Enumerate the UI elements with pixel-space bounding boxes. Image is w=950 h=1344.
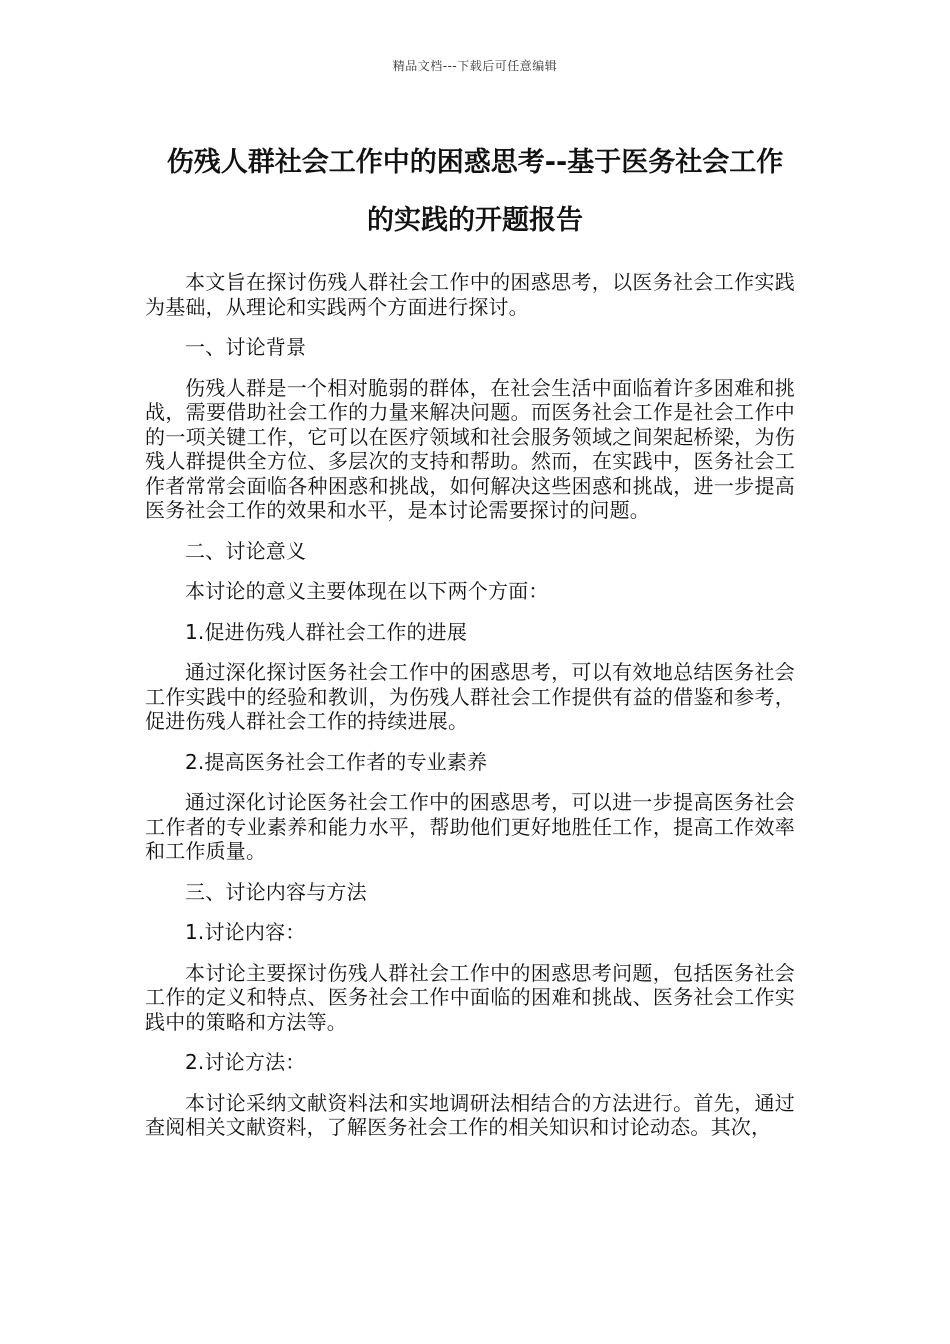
section-heading-background: 一、讨论背景 (185, 335, 307, 359)
subheading-professional: 2.提高医务社会工作者的专业素养 (185, 749, 488, 774)
subheading-content: 1.讨论内容： (185, 920, 306, 944)
professional-paragraph: 通过深化讨论医务社会工作中的困惑思考，可以进一步提高医务社会工作者的专业素养和能力水平，帮助他们更好地胜任工作，提高工作效率和工作质量。 (145, 790, 795, 863)
background-paragraph: 伤残人群是一个相对脆弱的群体，在社会生活中面临着许多困难和挑战，需要借助社会工作的力量来解决问题。而医务社会工作是社会工作中的一项关键工作，它可以在医疗领域和社会服务领域之间架起桥梁，为伤残人群提供全方位、多层次的支持和帮助。然而，在实践中，医务社会工作者常常会面临各种困惑和挑战，如何解决这些困惑和挑战，进一步提高医务社会工作的效果和水平，是本讨论需要探讨的问题。 (145, 375, 795, 522)
document-title (140, 134, 810, 250)
header-note: 精品文档---下载后可任意编辑 (392, 59, 558, 73)
content-paragraph: 本讨论主要探讨伤残人群社会工作中的困惑思考问题，包括医务社会工作的定义和特点、医务社会工作中面临的困难和挑战、医务社会工作实践中的策略和方法等。 (145, 960, 795, 1034)
title-line-2: 的实践的开题报告 (367, 205, 583, 236)
significance-intro: 本讨论的意义主要体现在以下两个方面： (185, 579, 549, 603)
subheading-method: 2.讨论方法： (185, 1050, 306, 1074)
method-paragraph: 本讨论采纳文献资料法和实地调研法相结合的方法进行。首先，通过查阅相关文献资料，了解医务社会工作的相关知识和讨论动态。其次， (145, 1090, 795, 1139)
title-line-1: 伤残人群社会工作中的困惑思考--基于医务社会工作 (166, 147, 784, 178)
subheading-progress: 1.促进伤残人群社会工作的进展 (185, 619, 468, 644)
intro-paragraph: 本文旨在探讨伤残人群社会工作中的困惑思考，以医务社会工作实践为基础，从理论和实践两个方面进行探讨。 (145, 270, 795, 319)
progress-paragraph: 通过深化探讨医务社会工作中的困惑思考，可以有效地总结医务社会工作实践中的经验和教训，为伤残人群社会工作提供有益的借鉴和参考，促进伤残人群社会工作的持续进展。 (145, 660, 795, 733)
document-body (145, 270, 795, 1156)
section-heading-significance: 二、讨论意义 (185, 538, 307, 563)
section-heading-content-method: 三、讨论内容与方法 (185, 879, 367, 904)
